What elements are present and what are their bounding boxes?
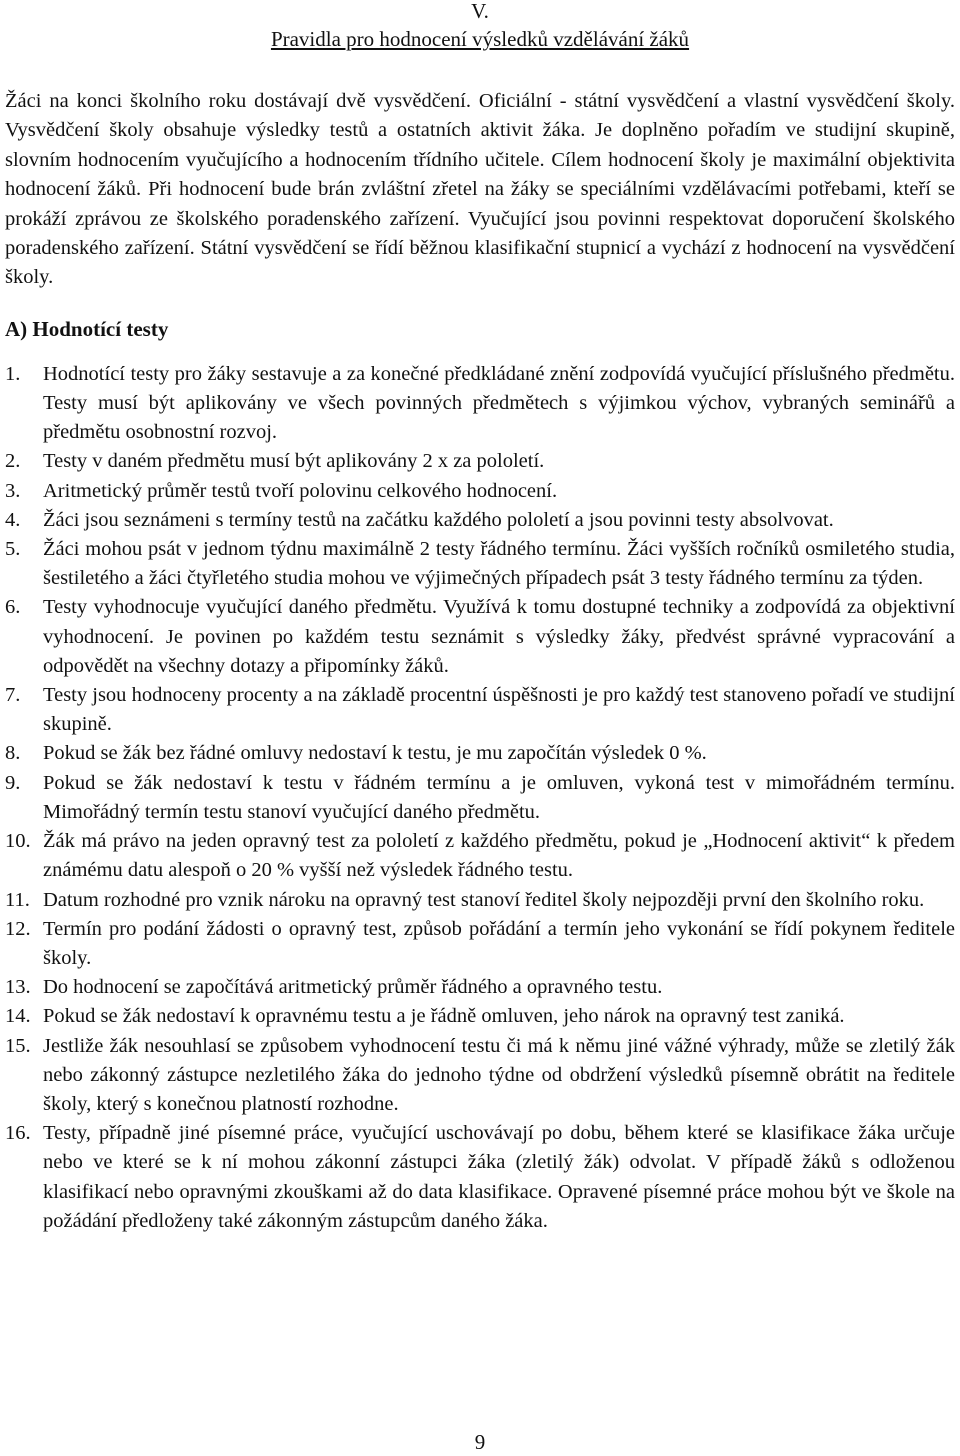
rule-number: 14. <box>5 1005 31 1028</box>
rule-text: Testy v daném předmětu musí být aplikovány 2 x za pololetí. <box>43 450 545 473</box>
rule-item <box>5 447 955 476</box>
intro-paragraph: Žáci na konci školního roku dostávají dvě vysvědčení. Oficiální - státní vysvědčení a vlastní vysvědčení školy. Vysvědčení školy obsahuje výsledky testů a ostatních aktivit žáka. Je doplněno pořadím ve studijní skupině, slovním hodnocením vyučujícího a hodnocením třídního učitele. Cílem hodnocení školy je maximální objektivita hodnocení žáků. Při hodnocení bude brán zvláštní zřetel na žáky se speciálními vzdělávacími potřebami, kteří se prokáží zprávou ze školského poradenského zařízení. Vyučující jsou povinni respektovat doporučení školského poradenského zařízení. Státní vysvědčení se řídí běžnou klasifikační stupnicí a vychází z hodnocení na vysvědčení školy. <box>5 90 955 289</box>
rule-number: 15. <box>5 1034 31 1057</box>
rule-item <box>5 973 955 1002</box>
rule-number: 2. <box>5 450 21 473</box>
rule-item <box>5 827 955 885</box>
rule-text: Testy vyhodnocuje vyučující daného předmětu. Využívá k tomu dostupné techniky a zodpovídá za objektivní vyhodnocení. Je povinen po každém testu seznámit s výsledky žáky, předvést správné vypracování a odpovědět na všechny dotazy a připomínky žáků. <box>43 596 955 677</box>
rule-text: Do hodnocení se započítává aritmetický průměr řádného a opravného testu. <box>43 976 663 999</box>
rule-item <box>5 593 955 681</box>
section-heading: A) Hodnotící testy <box>5 316 169 341</box>
rule-item <box>5 360 955 448</box>
rule-item <box>5 506 955 535</box>
rule-text: Datum rozhodné pro vznik nároku na opravný test stanoví ředitel školy nejpozději první den školního roku. <box>43 888 925 911</box>
rule-text: Žáci mohou psát v jednom týdnu maximálně 2 testy řádného termínu. Žáci vyšších ročníků osmiletého studia, šestiletého a žáci čtyřletého studia mohou ve výjimečných případech psát 3 testy řádného termínu za týden. <box>43 538 955 590</box>
rule-text: Žáci jsou seznámeni s termíny testů na začátku každého pololetí a jsou povinni testy absolvovat. <box>43 508 834 531</box>
chapter-number: V. <box>471 0 489 23</box>
document-page <box>5 0 955 1236</box>
rule-text: Aritmetický průměr testů tvoří polovinu celkového hodnocení. <box>43 479 558 502</box>
rule-text: Jestliže žák nesouhlasí se způsobem vyhodnocení testu či má k němu jiné vážné výhrady, může se zletilý žák nebo zákonný zástupce nezletilého žáka do jednoho týdne od obdržení výsledků písemně obrátit na ředitele školy, který s konečnou platností rozhodne. <box>43 1034 955 1115</box>
rule-number: 16. <box>5 1122 31 1145</box>
rule-number: 1. <box>5 362 21 385</box>
rule-item <box>5 535 955 593</box>
rule-number: 11. <box>5 888 30 911</box>
rule-number: 13. <box>5 976 31 999</box>
rule-item <box>5 769 955 827</box>
rule-text: Testy jsou hodnoceny procenty a na základě procentní úspěšnosti je pro každý test stanoveno pořadí ve studijní skupině. <box>43 684 955 736</box>
rule-number: 7. <box>5 684 21 707</box>
rule-text: Hodnotící testy pro žáky sestavuje a za konečné předkládané znění zodpovídá vyučující příslušného předmětu. Testy musí být aplikovány ve všech povinných předmětech s výjimkou výchov, vybraných seminářů a předmětu osobnostní rozvoj. <box>43 362 955 444</box>
rule-text: Testy, případně jiné písemné práce, vyučující uschovávají po dobu, během které se klasifikace žáka určuje nebo ve které se k ní mohou zákonní zástupci žáka (zletilý žák) odvolat. V případě žáků s odloženou klasifikací nebo opravnými zkouškami až do data klasifikace. Opravené písemné práce mohou být ve škole na požádání předloženy také zákonným zástupcům daného žáka. <box>43 1122 955 1232</box>
rule-text: Pokud se žák bez řádné omluvy nedostaví k testu, je mu započítán výsledek 0 %. <box>43 742 707 765</box>
rule-item <box>5 477 955 506</box>
rule-item <box>5 1002 955 1031</box>
rule-item <box>5 1119 955 1236</box>
rule-number: 4. <box>5 508 21 531</box>
document-title: Pravidla pro hodnocení výsledků vzdělávání žáků <box>270 27 690 51</box>
page-number: 9 <box>474 1430 486 1454</box>
rule-text: Termín pro podání žádosti o opravný test, způsob pořádání a termín jeho vykonání se řídí pokynem ředitele školy. <box>43 917 955 969</box>
rule-item <box>5 681 955 739</box>
rule-number: 10. <box>5 830 31 853</box>
rules-list <box>5 360 955 1236</box>
rule-item <box>5 739 955 768</box>
rule-item <box>5 1032 955 1120</box>
rule-number: 12. <box>5 917 31 940</box>
rule-number: 9. <box>5 771 21 794</box>
rule-text: Pokud se žák nedostaví k opravnému testu a je řádně omluven, jeho nárok na opravný test zaniká. <box>43 1005 845 1028</box>
rule-number: 5. <box>5 538 21 561</box>
rule-item <box>5 915 955 973</box>
rule-number: 6. <box>5 596 21 619</box>
rule-number: 3. <box>5 479 21 502</box>
rule-text: Žák má právo na jeden opravný test za pololetí z každého předmětu, pokud je „Hodnocení aktivit“ k předem známému datu alespoň o 20 % vyšší než výsledek řádného testu. <box>43 830 955 882</box>
rule-number: 8. <box>5 742 21 765</box>
rule-text: Pokud se žák nedostaví k testu v řádném termínu a je omluven, vykoná test v mimořádném termínu. Mimořádný termín testu stanoví vyučující daného předmětu. <box>43 771 955 823</box>
rule-item <box>5 886 955 915</box>
